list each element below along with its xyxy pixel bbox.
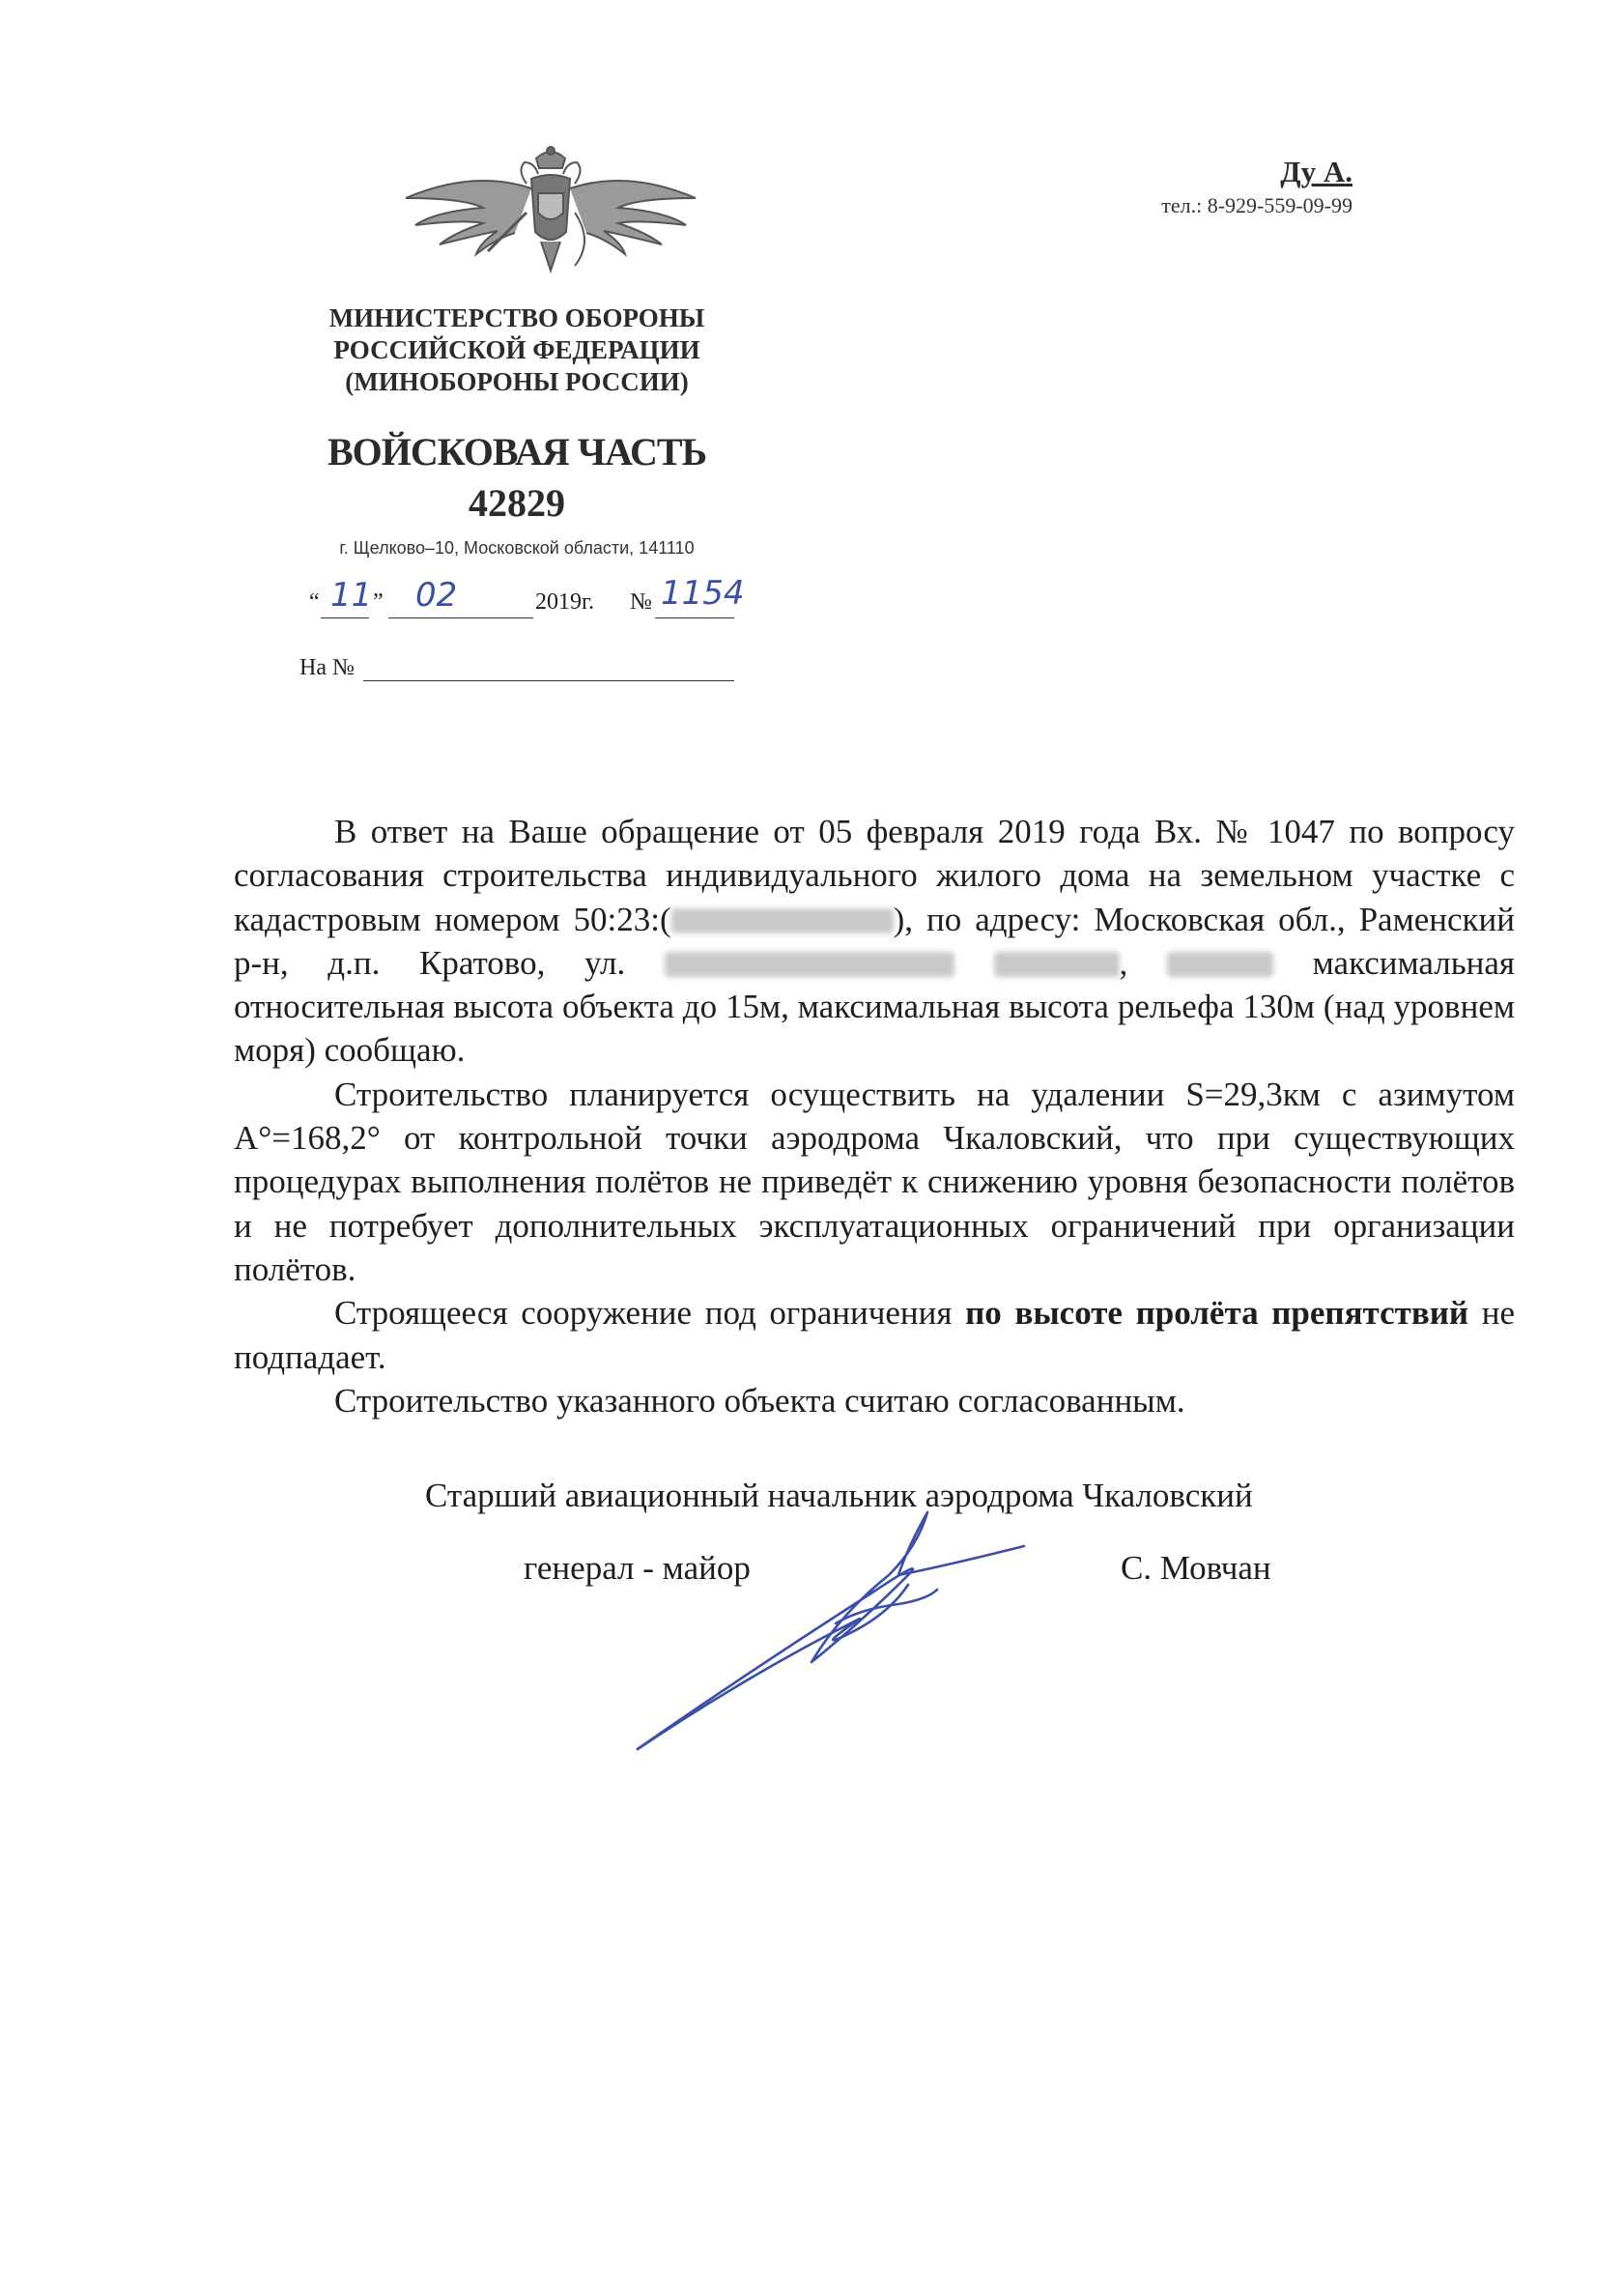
double-headed-eagle-emblem-icon (391, 145, 710, 275)
paragraph-3 (234, 1291, 1515, 1379)
paragraph-1 (234, 810, 1515, 1073)
ministry-line-2: РОССИЙСКОЙ ФЕДЕРАЦИИ (333, 335, 700, 364)
signatory-name: С. Мовчан (1121, 1549, 1271, 1587)
ministry-line-1: МИНИСТЕРСТВО ОБОРОНЫ (328, 303, 705, 332)
redacted-house (994, 952, 1120, 977)
outgoing-number: 1154 (661, 574, 745, 613)
recipient-phone: тел.: 8-929-559-09-99 (1161, 193, 1352, 217)
date-year: 2019г. (535, 589, 595, 615)
unit-title: ВОЙСКОВАЯ ЧАСТЬ (327, 430, 707, 474)
number-label: № (630, 589, 652, 615)
signatory-rank: генерал - майор (524, 1549, 751, 1587)
p3-bold: по высоте пролёта препятствий (965, 1294, 1469, 1333)
signatory-position: Старший авиационный начальник аэродрома Чкаловский (425, 1477, 1253, 1514)
reference-number-line (363, 680, 734, 681)
reference-number-label: На № (299, 655, 355, 680)
date-month: 02 (415, 576, 458, 615)
p3-part-b: не подпадает. (234, 1294, 1516, 1376)
p1-part-d: максимальная относительная высота объекта до 15м, максимальная высота рельефа 130м (над уровнем моря) сообщаю. (234, 943, 1516, 1070)
redacted-street (665, 952, 954, 977)
p1-part-a: В ответ на Ваше обращение от 05 февраля 2019 года Вх. № 1047 по вопросу согласования строительства индивидуального жилого дома на земельном участке с кадастровым номером 50:23:( (234, 813, 1515, 938)
outgoing-date-number (309, 574, 763, 622)
paragraph-2: Строительство планируется осуществить на удалении S=29,3км с азимутом А°=168,2° от контрольной точки аэродрома Чкаловский, что при существующих процедурах выполнения полётов не приведёт к снижению уровня безопасности полётов и не потребует дополнительных эксплуатационных ограничений при организации полётов. (234, 1075, 1515, 1288)
unit-number: 42829 (469, 481, 565, 525)
p3-part-a: Строящееся сооружение под ограничения (334, 1294, 953, 1333)
redacted-cadastral-number (671, 908, 894, 933)
letter-body (234, 810, 1515, 1422)
handwritten-signature (618, 1507, 1063, 1778)
recipient-name: Ду А. (1280, 155, 1352, 188)
redacted-plot (1167, 952, 1273, 977)
p1-part-b: ), по адресу: Московская обл., Раменский р-н, д.п. Кратово, ул. (234, 900, 1515, 982)
ministry-header (290, 302, 744, 398)
open-quote: “ (309, 589, 320, 615)
p1-part-c: , (1119, 943, 1128, 982)
paragraph-4: Строительство указанного объекта считаю согласованным. (334, 1381, 1185, 1420)
close-quote: ” (373, 589, 384, 615)
date-day: 11 (330, 576, 373, 615)
unit-address: г. Щелково–10, Московской области, 141110 (339, 538, 695, 558)
ministry-line-3: (МИНОБОРОНЫ РОССИИ) (345, 367, 689, 396)
